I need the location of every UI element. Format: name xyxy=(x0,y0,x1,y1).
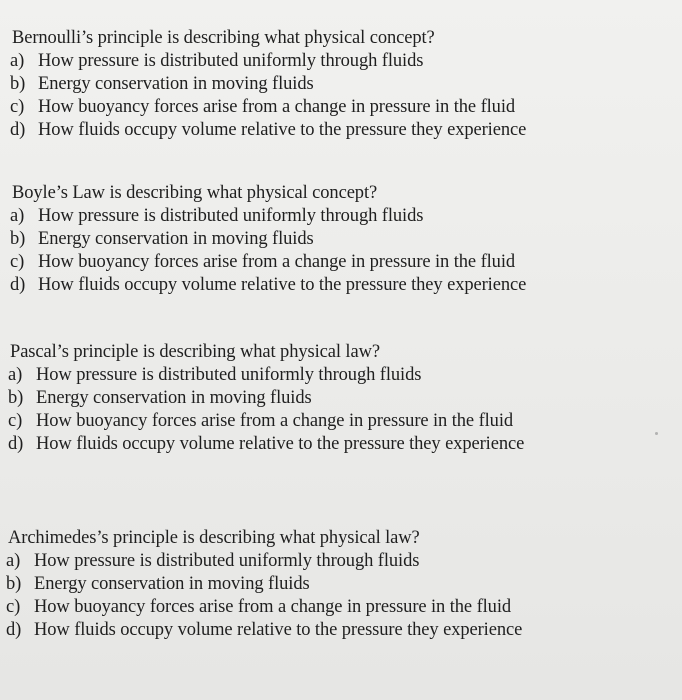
option-letter: d) xyxy=(6,620,22,640)
option-text: How fluids occupy volume relative to the pressure they experience xyxy=(36,434,525,454)
option-letter: c) xyxy=(10,97,25,117)
option-letter: d) xyxy=(8,434,24,454)
option-list xyxy=(6,550,522,642)
option-text: How buoyancy forces arise from a change in pressure in the fluid xyxy=(38,97,516,117)
option-c xyxy=(10,251,526,274)
option-d xyxy=(6,619,522,642)
option-b xyxy=(8,387,524,410)
paper-speck xyxy=(655,432,658,435)
option-text: How buoyancy forces arise from a change in pressure in the fluid xyxy=(34,597,512,617)
option-text: How pressure is distributed uniformly through fluids xyxy=(38,206,424,226)
option-b xyxy=(10,228,526,251)
question-prompt: Bernoulli’s principle is describing what physical concept? xyxy=(12,28,435,48)
option-list xyxy=(10,205,526,297)
question-prompt: Boyle’s Law is describing what physical concept? xyxy=(12,183,378,203)
option-letter: a) xyxy=(6,551,21,571)
option-text: How buoyancy forces arise from a change in pressure in the fluid xyxy=(38,252,516,272)
option-a xyxy=(10,50,526,73)
option-letter: a) xyxy=(10,51,25,71)
option-letter: c) xyxy=(10,252,25,272)
option-letter: a) xyxy=(8,365,23,385)
option-text: How pressure is distributed uniformly through fluids xyxy=(36,365,422,385)
option-letter: a) xyxy=(10,206,25,226)
option-a xyxy=(8,364,524,387)
option-text: How buoyancy forces arise from a change in pressure in the fluid xyxy=(36,411,514,431)
option-list xyxy=(10,50,526,142)
option-letter: d) xyxy=(10,120,26,140)
option-text: How pressure is distributed uniformly through fluids xyxy=(38,51,424,71)
option-text: Energy conservation in moving fluids xyxy=(38,229,314,249)
option-a xyxy=(6,550,522,573)
option-letter: d) xyxy=(10,275,26,295)
option-letter: b) xyxy=(6,574,22,594)
option-text: Energy conservation in moving fluids xyxy=(34,574,310,594)
option-text: How fluids occupy volume relative to the pressure they experience xyxy=(38,120,527,140)
option-text: How fluids occupy volume relative to the pressure they experience xyxy=(34,620,523,640)
option-d xyxy=(10,119,526,142)
option-c xyxy=(8,410,524,433)
option-letter: b) xyxy=(10,229,26,249)
option-letter: c) xyxy=(6,597,21,617)
option-a xyxy=(10,205,526,228)
option-text: Energy conservation in moving fluids xyxy=(36,388,312,408)
question-prompt: Pascal’s principle is describing what physical law? xyxy=(10,342,380,362)
option-d xyxy=(8,433,524,456)
option-text: How pressure is distributed uniformly through fluids xyxy=(34,551,420,571)
option-b xyxy=(6,573,522,596)
option-list xyxy=(8,364,524,456)
option-letter: b) xyxy=(8,388,24,408)
question-prompt: Archimedes’s principle is describing what physical law? xyxy=(8,528,420,548)
option-letter: c) xyxy=(8,411,23,431)
option-text: Energy conservation in moving fluids xyxy=(38,74,314,94)
option-c xyxy=(10,96,526,119)
option-text: How fluids occupy volume relative to the pressure they experience xyxy=(38,275,527,295)
option-b xyxy=(10,73,526,96)
option-c xyxy=(6,596,522,619)
option-d xyxy=(10,274,526,297)
option-letter: b) xyxy=(10,74,26,94)
